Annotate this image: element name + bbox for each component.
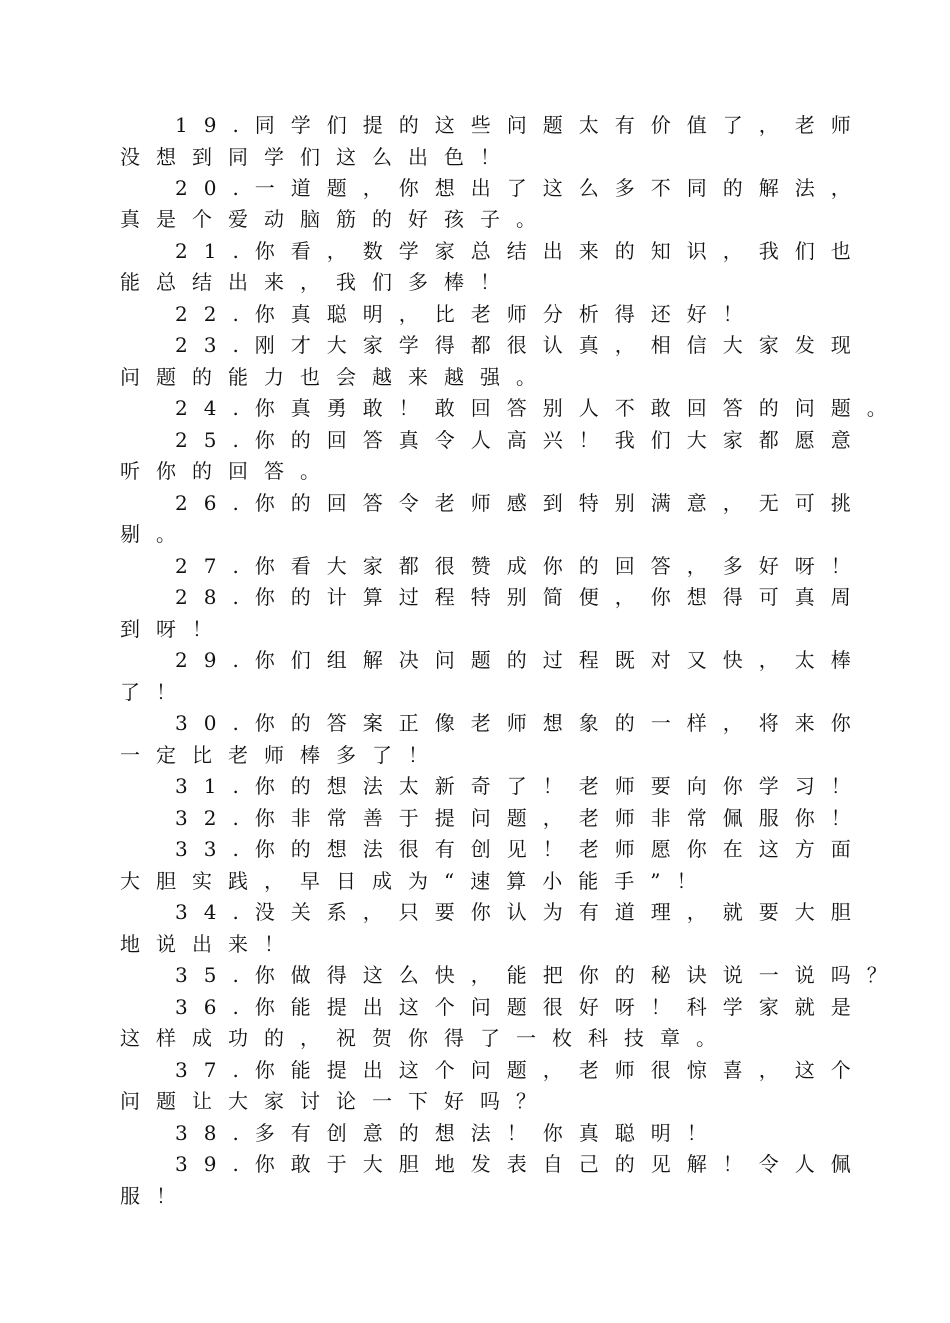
text-line-26a: 26.你的回答令老师感到特别满意，无可挑 (175, 491, 867, 515)
text-line-32: 32.你非常善于提问题，老师非常佩服你！ (175, 806, 867, 830)
text-line-34b: 地说出来！ (120, 932, 300, 956)
text-line-37a: 37.你能提出这个问题，老师很惊喜，这个 (175, 1058, 867, 1082)
text-line-19a: 19.同学们提的这些问题太有价值了，老师 (175, 113, 867, 137)
text-line-30a: 30.你的答案正像老师想象的一样，将来你 (175, 711, 867, 735)
text-line-33b: 大胆实践，早日成为“速算小能手”！ (120, 869, 713, 893)
text-line-34a: 34.没关系，只要你认为有道理，就要大胆 (175, 900, 867, 924)
text-line-25b: 听你的回答。 (120, 459, 336, 483)
text-line-39b: 服！ (120, 1184, 192, 1208)
text-line-35: 35.你做得这么快，能把你的秘诀说一说吗？ (175, 963, 903, 987)
text-line-36b: 这样成功的，祝贺你得了一枚科技章。 (120, 1026, 732, 1050)
text-line-29a: 29.你们组解决问题的过程既对又快，太棒 (175, 648, 867, 672)
text-line-33a: 33.你的想法很有创见！老师愿你在这方面 (175, 837, 867, 861)
text-line-20a: 20.一道题，你想出了这么多不同的解法， (175, 176, 867, 200)
text-line-39a: 39.你敢于大胆地发表自己的见解！令人佩 (175, 1152, 867, 1176)
text-line-31: 31.你的想法太新奇了！老师要向你学习！ (175, 774, 867, 798)
text-line-20b: 真是个爱动脑筋的好孩子。 (120, 207, 552, 231)
text-line-25a: 25.你的回答真令人高兴！我们大家都愿意 (175, 428, 867, 452)
text-line-22: 22.你真聪明，比老师分析得还好！ (175, 302, 759, 326)
text-line-30b: 一定比老师棒多了！ (120, 743, 444, 767)
text-line-27: 27.你看大家都很赞成你的回答，多好呀！ (175, 554, 867, 578)
text-line-23a: 23.刚才大家学得都很认真，相信大家发现 (175, 333, 867, 357)
text-line-23b: 问题的能力也会越来越强。 (120, 365, 552, 389)
text-line-38: 38.多有创意的想法！你真聪明！ (175, 1121, 723, 1145)
text-line-24: 24.你真勇敢！敢回答别人不敢回答的问题。 (175, 396, 903, 420)
text-line-37b: 问题让大家讨论一下好吗？ (120, 1089, 552, 1113)
text-line-36a: 36.你能提出这个问题很好呀！科学家就是 (175, 995, 867, 1019)
text-line-21a: 21.你看，数学家总结出来的知识，我们也 (175, 239, 867, 263)
text-line-19b: 没想到同学们这么出色！ (120, 145, 516, 169)
text-line-26b: 剔。 (120, 522, 192, 546)
text-line-28b: 到呀！ (120, 617, 228, 641)
text-line-29b: 了！ (120, 680, 192, 704)
text-line-21b: 能总结出来，我们多棒！ (120, 270, 516, 294)
text-line-28a: 28.你的计算过程特别简便，你想得可真周 (175, 585, 867, 609)
